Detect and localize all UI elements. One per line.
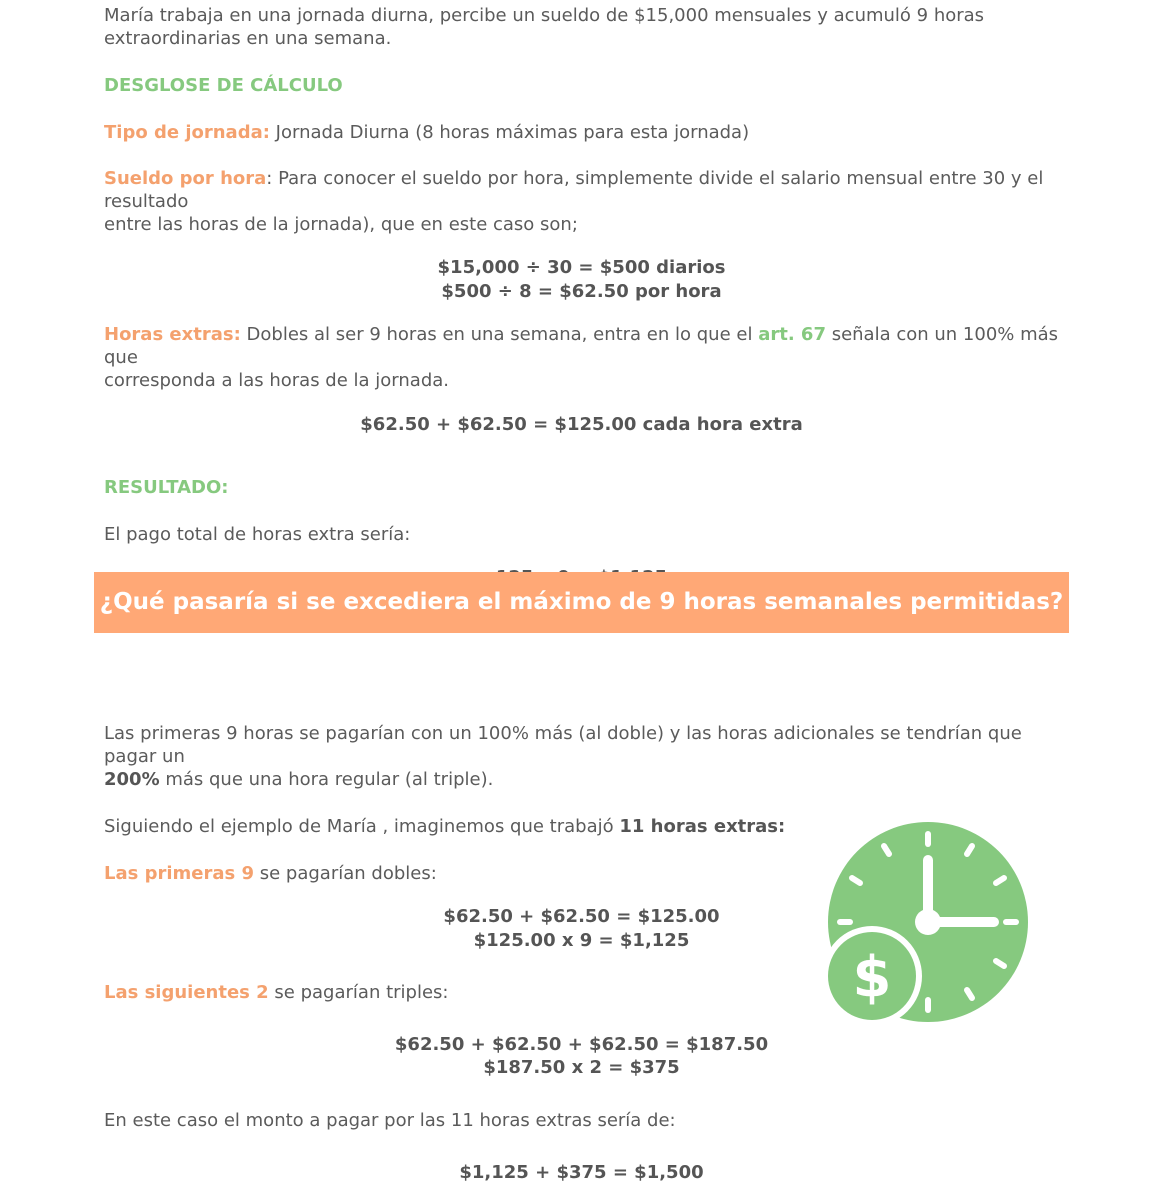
final-calc: $1,125 + $375 = $1,500 [459,1162,704,1183]
calc-daily: $15,000 ÷ 30 = $500 diarios [437,257,726,278]
clock-money-icon [824,818,1032,1026]
exceed-rest: más que una hora regular (al triple). [159,769,494,790]
first-nine-label: Las primeras 9 [104,863,255,884]
banner-title: ¿Qué pasaría si se excediera el máximo de 9 horas semanales permitidas? [99,589,1064,615]
extras-line-2: corresponda a las horas de la jornada. [104,370,449,391]
svg-text:$: $ [852,945,892,1010]
extras-text-2: señala con un 100% más que [104,324,1059,368]
exceed-line-2 [104,768,1059,791]
sueldo-line-1 [104,167,1059,213]
result-heading: RESULTADO: [104,477,229,498]
tipo-text: Jornada Diurna (8 horas máximas para esta jornada) [269,122,750,143]
exceed-bold-200: 200% [104,769,160,790]
exceed-line-1: Las primeras 9 horas se pagarían con un 100% más (al doble) y las horas adicionales se tendrían que pagar un [104,723,1022,767]
example-text: Siguiendo el ejemplo de María , imaginemos que trabajó [104,816,620,837]
tipo-jornada [104,121,1059,144]
extras-line-1 [104,323,1059,369]
first-nine-text: se pagarían dobles: [254,863,437,884]
next-two-text: se pagarían triples: [268,982,449,1003]
intro-line-2: extraordinarias en una semana. [104,28,392,49]
extras-text-1: Dobles al ser 9 horas en una semana, entra en lo que el [240,324,759,345]
intro-line-1: María trabaja en una jornada diurna, percibe un sueldo de $15,000 mensuales y acumuló 9 horas [104,5,985,26]
result-text: El pago total de horas extra sería: [104,524,411,545]
calc-triple: $62.50 + $62.50 + $62.50 = $187.50 [394,1034,769,1055]
article-67-link[interactable]: art. 67 [758,324,826,345]
example-bold: 11 horas extras: [619,816,786,837]
calc-double-total: $125.00 x 9 = $1,125 [473,930,690,951]
tipo-label: Tipo de jornada: [104,122,270,143]
next-two-label: Las siguientes 2 [104,982,269,1003]
extras-label: Horas extras: [104,324,241,345]
sueldo-line-2: entre las horas de la jornada), que en este caso son; [104,214,578,235]
sueldo-text: : Para conocer el sueldo por hora, simplemente divide el salario mensual entre 30 y el resultado [104,168,1044,212]
calc-double: $62.50 + $62.50 = $125.00 [443,906,720,927]
breakdown-heading: DESGLOSE DE CÁLCULO [104,75,343,96]
calc-extra-hour: $62.50 + $62.50 = $125.00 cada hora extra [360,414,803,435]
calc-hourly: $500 ÷ 8 = $62.50 por hora [441,281,722,302]
calc-triple-total: $187.50 x 2 = $375 [483,1057,680,1078]
final-text: En este caso el monto a pagar por las 11 horas extras sería de: [104,1110,676,1131]
sueldo-label: Sueldo por hora [104,168,267,189]
question-banner [94,572,1069,633]
